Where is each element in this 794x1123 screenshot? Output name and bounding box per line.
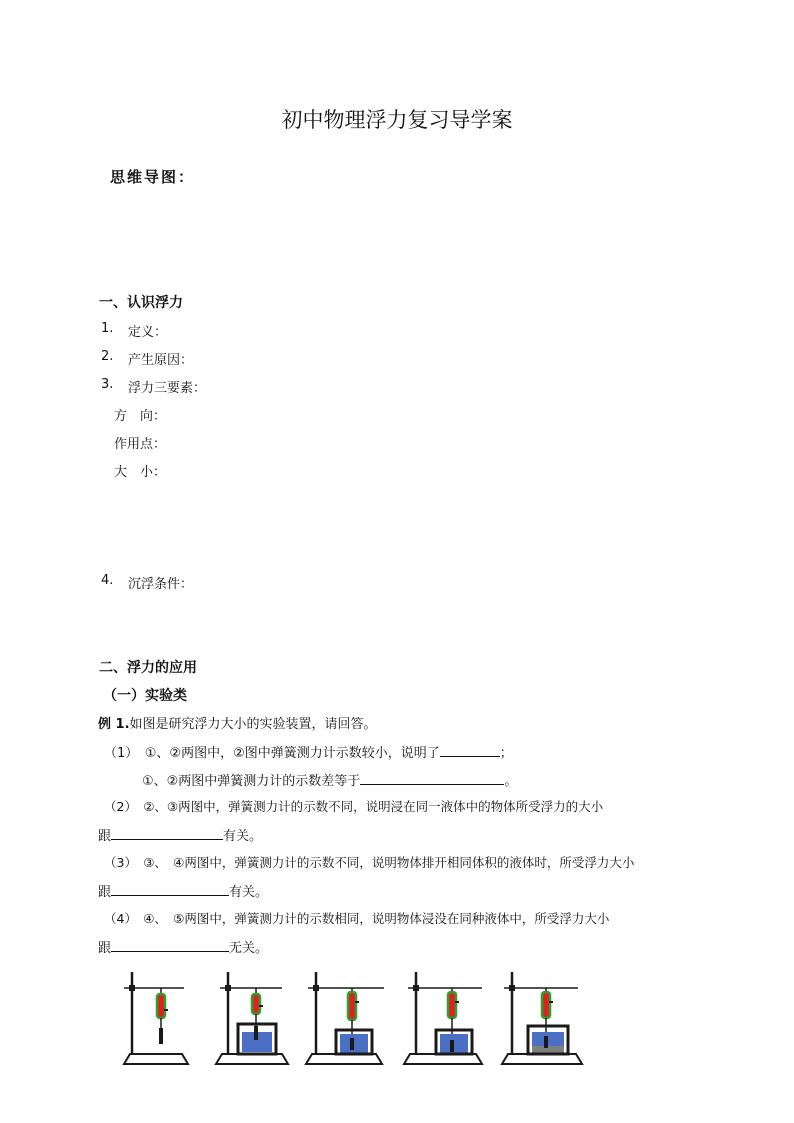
element-point: 作用点：	[114, 437, 167, 452]
example-text: 如图是研究浮力大小的实验装置，请回答。	[129, 717, 377, 732]
element-magnitude: 大 小：	[114, 465, 167, 480]
section2-subheading: （一）实验类	[103, 688, 187, 704]
question2-line2	[98, 825, 262, 844]
apparatus-1	[124, 972, 188, 1064]
question4-line1: （4） ④、 ⑤两图中，弹簧测力计的示数相同，说明物体浸没在同种液体中，所受浮力大小	[104, 911, 610, 926]
apparatus-2	[216, 972, 288, 1064]
item2-number: 2.	[101, 349, 114, 364]
question2-line1: （2） ②、③两图中，弹簧测力计的示数不同，说明浸在同一液体中的物体所受浮力的大小	[104, 799, 604, 814]
q1a-text: （1） ①、②两图中，②图中弹簧测力计示数较小，说明了	[104, 746, 440, 761]
example1	[98, 713, 377, 732]
q4-prefix: 跟	[98, 941, 112, 956]
question4-line2	[98, 937, 268, 956]
question3-line2	[98, 881, 268, 900]
question1a	[104, 742, 513, 761]
q3-suffix: 有关。	[229, 885, 269, 900]
item4-number: 4.	[101, 573, 114, 588]
q3-blank[interactable]	[111, 883, 229, 896]
element-direction: 方 向：	[114, 409, 167, 424]
item1-definition: 定义：	[128, 325, 168, 340]
example-label: 例 1.	[98, 717, 130, 732]
q2-suffix: 有关。	[223, 829, 263, 844]
item3-number: 3.	[101, 377, 114, 392]
item1-number: 1.	[101, 321, 114, 336]
q1b-text: ①、②两图中弹簧测力计的示数差等于	[142, 774, 361, 789]
question1b	[142, 770, 517, 789]
q2-blank[interactable]	[111, 827, 223, 840]
item4-sink-float: 沉浮条件：	[128, 577, 194, 592]
q1a-suffix: ；	[499, 746, 513, 761]
q4-suffix: 无关。	[229, 941, 269, 956]
section2-heading: 二、浮力的应用	[99, 660, 197, 676]
question3-line1: （3） ③、 ④两图中，弹簧测力计的示数不同，说明物体排开相同体积的液体时，所受浮力大小	[104, 855, 635, 870]
q1b-blank[interactable]	[360, 772, 504, 785]
q3-prefix: 跟	[98, 885, 112, 900]
apparatus-5	[502, 972, 582, 1064]
apparatus-3	[306, 972, 384, 1064]
q2-prefix: 跟	[98, 829, 112, 844]
q1b-suffix: 。	[504, 774, 518, 789]
section1-heading: 一、认识浮力	[99, 295, 183, 311]
item3-three-elements: 浮力三要素：	[128, 381, 207, 396]
q4-blank[interactable]	[111, 939, 229, 952]
experiment-apparatus-figure	[118, 966, 588, 1070]
apparatus-4	[404, 972, 482, 1064]
mind-map-label: 思维导图：	[110, 168, 196, 186]
page-title: 初中物理浮力复习导学案	[281, 108, 513, 132]
q1a-blank[interactable]	[440, 744, 500, 757]
item2-cause: 产生原因：	[128, 353, 194, 368]
